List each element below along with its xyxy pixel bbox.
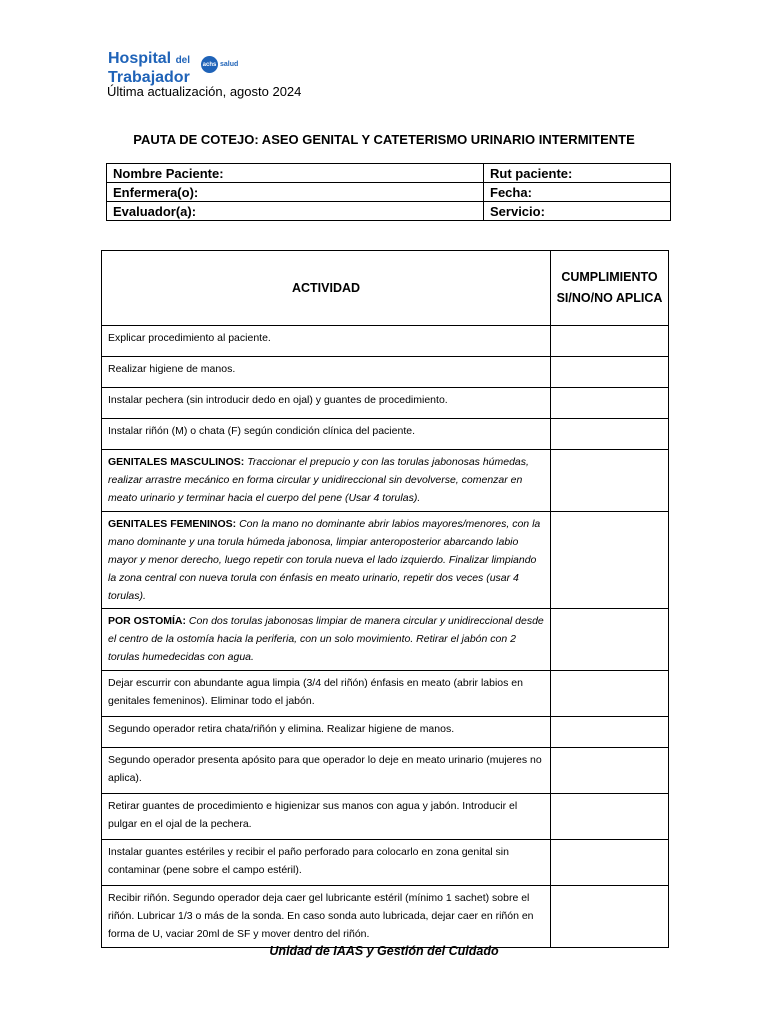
table-row — [102, 609, 669, 671]
compliance-cell[interactable] — [551, 326, 669, 357]
activity-text: Segundo operador presenta apósito para que operador lo deje en meato urinario (mujeres no aplica). — [108, 754, 542, 784]
activity-cell — [102, 840, 551, 886]
activity-cell — [102, 512, 551, 609]
compliance-cell[interactable] — [551, 357, 669, 388]
compliance-cell[interactable] — [551, 748, 669, 794]
table-row — [102, 357, 669, 388]
patient-info-table — [106, 163, 671, 221]
hospital-logo — [108, 50, 190, 86]
patient-name-cell: Nombre Paciente: — [107, 164, 484, 183]
compliance-cell[interactable] — [551, 450, 669, 512]
logo-line-1 — [108, 50, 190, 69]
last-updated: Última actualización, agosto 2024 — [107, 84, 302, 99]
compliance-cell[interactable] — [551, 840, 669, 886]
compliance-cell[interactable] — [551, 886, 669, 948]
activity-text: Dejar escurrir con abundante agua limpia (3/4 del riñón) énfasis en meato (abrir labios en genitales femeninos). Eliminar todo el jabón. — [108, 677, 523, 707]
compliance-cell[interactable] — [551, 794, 669, 840]
activity-cell — [102, 748, 551, 794]
activity-label: POR OSTOMÍA: — [108, 615, 186, 627]
activity-header: ACTIVIDAD — [102, 251, 551, 326]
activity-text: Instalar guantes estériles y recibir el paño perforado para colocarlo en zona genital sin contaminar (pene sobre el campo estéril). — [108, 846, 509, 876]
activity-label: GENITALES MASCULINOS: — [108, 456, 245, 468]
activity-text: Recibir riñón. Segundo operador deja caer gel lubricante estéril (mínimo 1 sachet) sobre el riñón. Lubricar 1/3 o más de la sonda. En caso sonda auto lubricada, dejar caer en riñón en forma de U, vaciar 20ml de SF y mover dentro del riñón. — [108, 892, 534, 940]
checklist-body — [102, 326, 669, 948]
info-row — [107, 183, 671, 202]
footer-unit: Unidad de IAAS y Gestión del Cuidado — [269, 944, 499, 958]
compliance-cell[interactable] — [551, 512, 669, 609]
activity-cell — [102, 357, 551, 388]
compliance-header: CUMPLIMIENTO SI/NO/NO APLICA — [551, 251, 669, 326]
achs-salud-logo — [201, 56, 238, 73]
achs-badge: achs — [201, 56, 218, 73]
compliance-cell[interactable] — [551, 388, 669, 419]
activity-cell — [102, 450, 551, 512]
activity-cell — [102, 671, 551, 717]
table-row — [102, 671, 669, 717]
compliance-cell[interactable] — [551, 717, 669, 748]
compliance-cell[interactable] — [551, 671, 669, 717]
patient-rut-cell: Rut paciente: — [484, 164, 671, 183]
table-row — [102, 840, 669, 886]
activity-text: Retirar guantes de procedimiento e higienizar sus manos con agua y jabón. Introducir el pulgar en el ojal de la pechera. — [108, 800, 518, 830]
activity-text: Realizar higiene de manos. — [108, 363, 236, 375]
activity-text: Con dos torulas jabonosas limpiar de manera circular y unidireccional desde el centro de la ostomía hacia la periferia, con un solo movimiento. Retirar el jabón con 2 torulas humedecidas con agua. — [108, 615, 544, 663]
logo-trabajador-text: Trabajador — [108, 69, 190, 86]
activity-text: Instalar riñón (M) o chata (F) según condición clínica del paciente. — [108, 425, 415, 437]
table-row — [102, 717, 669, 748]
nurse-cell: Enfermera(o): — [107, 183, 484, 202]
table-row — [102, 388, 669, 419]
activity-cell — [102, 388, 551, 419]
activity-text: Con la mano no dominante abrir labios mayores/menores, con la mano dominante y una torula húmeda jabonosa, limpiar anteroposterior abarcando labio mayor y menor derecho, luego repetir con torula nueva el lado izquierdo. Finalizar limpiando la zona central con nueva torula con énfasis en meato urinario, repetir dos veces (usar 4 torulas). — [108, 518, 541, 602]
activity-text: Segundo operador retira chata/riñón y elimina. Realizar higiene de manos. — [108, 723, 455, 735]
activity-label: GENITALES FEMENINOS: — [108, 518, 237, 530]
info-row — [107, 202, 671, 221]
checklist-header — [102, 251, 669, 326]
compliance-cell[interactable] — [551, 609, 669, 671]
logo-del-text: del — [175, 55, 191, 66]
activity-cell — [102, 419, 551, 450]
compliance-cell[interactable] — [551, 419, 669, 450]
service-cell: Servicio: — [484, 202, 671, 221]
activity-cell — [102, 794, 551, 840]
table-row — [102, 748, 669, 794]
document-title: PAUTA DE COTEJO: ASEO GENITAL Y CATETERISMO URINARIO INTERMITENTE — [133, 132, 635, 147]
checklist-table — [101, 250, 669, 948]
evaluator-cell: Evaluador(a): — [107, 202, 484, 221]
activity-cell — [102, 717, 551, 748]
table-row — [102, 419, 669, 450]
activity-cell — [102, 609, 551, 671]
table-row — [102, 450, 669, 512]
date-cell: Fecha: — [484, 183, 671, 202]
activity-text: Instalar pechera (sin introducir dedo en ojal) y guantes de procedimiento. — [108, 394, 448, 406]
activity-text: Explicar procedimiento al paciente. — [108, 332, 271, 344]
table-row — [102, 794, 669, 840]
activity-cell — [102, 326, 551, 357]
achs-salud-text: salud — [220, 61, 239, 68]
activity-text: Traccionar el prepucio y con las torulas jabonosas húmedas, realizar arrastre mecánico en forma circular y unidireccional sin devolverse, comenzar en meato urinario y terminar hacia el cuerpo del pene (Usar 4 torulas). — [108, 456, 529, 504]
table-row — [102, 886, 669, 948]
activity-cell — [102, 886, 551, 948]
logo-hospital-text: Hospital — [108, 50, 172, 67]
table-row — [102, 326, 669, 357]
info-row — [107, 164, 671, 183]
table-row — [102, 512, 669, 609]
